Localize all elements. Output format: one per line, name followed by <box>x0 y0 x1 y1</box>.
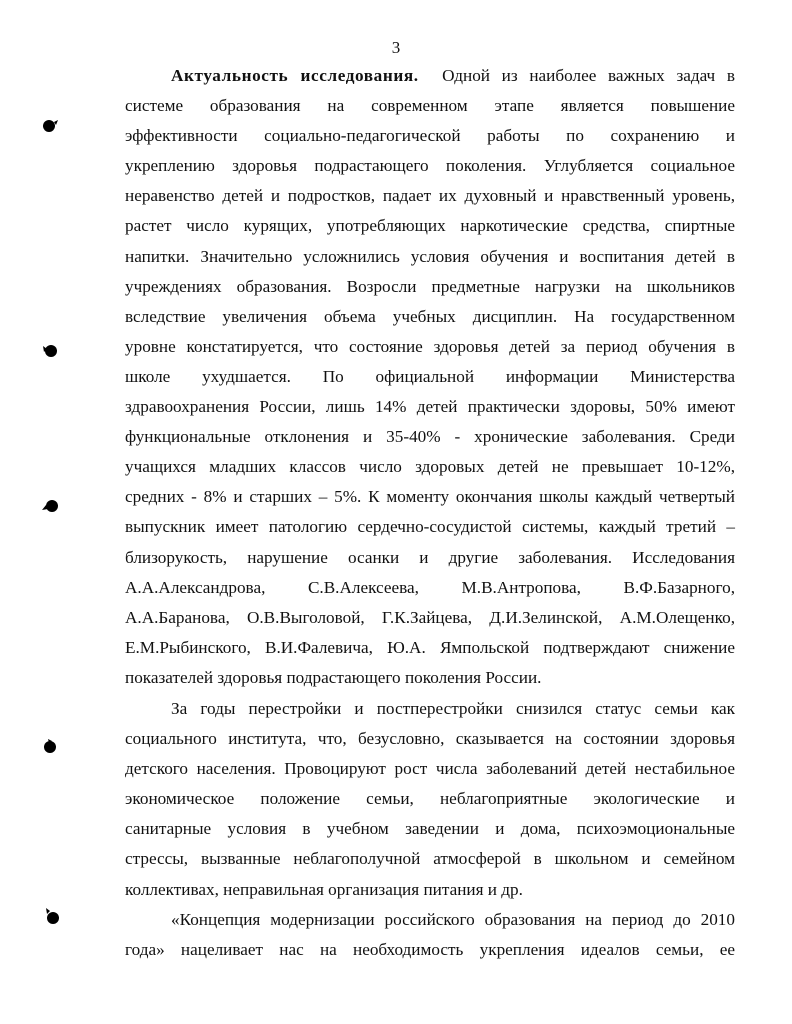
text-line: неравенство детей и подростков, падает их духовный и нравственный уровень, <box>125 186 735 206</box>
text-line: вследствие увеличения объема учебных дисциплин. На государственном <box>125 306 735 326</box>
text-line: показателей здоровья подрастающего поколения России. <box>125 667 542 687</box>
text-line: Актуальность исследования. Одной из наиболее важных задач в <box>171 66 735 85</box>
paragraph-relevance <box>125 61 735 693</box>
text-line: учреждениях образования. Возросли предметные нагрузки на школьников <box>125 276 735 296</box>
text-line: эффективности социально-педагогической работы по сохранению и <box>125 126 735 146</box>
text-line: коллективах, неправильная организация питания и др. <box>125 879 523 899</box>
text-line: растет число курящих, употребляющих наркотические средства, спиртные <box>125 216 735 236</box>
text-line: стрессы, вызванные неблагополучной атмосферой в школьном и семейном <box>125 849 735 869</box>
punch-hole-mark <box>40 340 62 360</box>
text-line: укреплению здоровья подрастающего поколения. Углубляется социальное <box>125 156 735 176</box>
punch-hole-mark <box>40 496 62 516</box>
text-line: здравоохранения России, лишь 14% детей практически здоровы, 50% имеют <box>125 397 735 417</box>
text-line: Е.М.Рыбинского, В.И.Фалевича, Ю.А. Ямпольской подтверждают снижение <box>125 637 735 657</box>
text-line: средних - 8% и старших – 5%. К моменту окончания школы каждый четвертый <box>125 487 735 507</box>
text-line: А.А.Александрова, С.В.Алексеева, М.В.Антропова, В.Ф.Базарного, <box>125 577 735 597</box>
punch-hole-mark <box>40 116 62 136</box>
paragraph-family-status <box>125 694 735 905</box>
paragraph-concept <box>125 905 735 965</box>
text-line: А.А.Баранова, О.В.Выголовой, Г.К.Зайцева, Д.И.Зелинской, А.М.Олещенко, <box>125 607 735 627</box>
text-line: напитки. Значительно усложнились условия обучения и воспитания детей в <box>125 246 735 266</box>
text-line: За годы перестройки и постперестройки снизился статус семьи как <box>171 699 735 718</box>
text-line: школе ухудшается. По официальной информации Министерства <box>125 366 735 386</box>
text-line: уровне констатируется, что состояние здоровья детей за период обучения в <box>125 336 735 356</box>
text-line: выпускник имеет патологию сердечно-сосудистой системы, каждый третий – <box>125 517 735 537</box>
section-heading: Актуальность исследования. <box>171 66 419 85</box>
page-number: 3 <box>391 38 401 57</box>
text-line: близорукость, нарушение осанки и другие заболевания. Исследования <box>125 547 735 567</box>
punch-hole-mark <box>40 736 62 756</box>
text-line: года» нацеливает нас на необходимость укрепления идеалов семьи, ее <box>125 940 735 960</box>
punch-hole-mark <box>42 906 64 926</box>
text-line: функциональные отклонения и 35-40% - хронические заболевания. Среди <box>125 427 735 447</box>
text-line: системе образования на современном этапе является повышение <box>125 96 735 116</box>
text-line: экономическое положение семьи, неблагоприятные экологические и <box>125 789 735 809</box>
text-line: учащихся младших классов число здоровых детей не превышает 10-12%, <box>125 457 735 477</box>
text-line: «Концепция модернизации российского образования на период до 2010 <box>171 910 735 929</box>
text-line: санитарные условия в учебном заведении и дома, психоэмоциональные <box>125 819 735 839</box>
text-line: детского населения. Провоцируют рост числа заболеваний детей нестабильное <box>125 759 735 779</box>
text-line: социального института, что, безусловно, сказывается на состоянии здоровья <box>125 729 735 749</box>
